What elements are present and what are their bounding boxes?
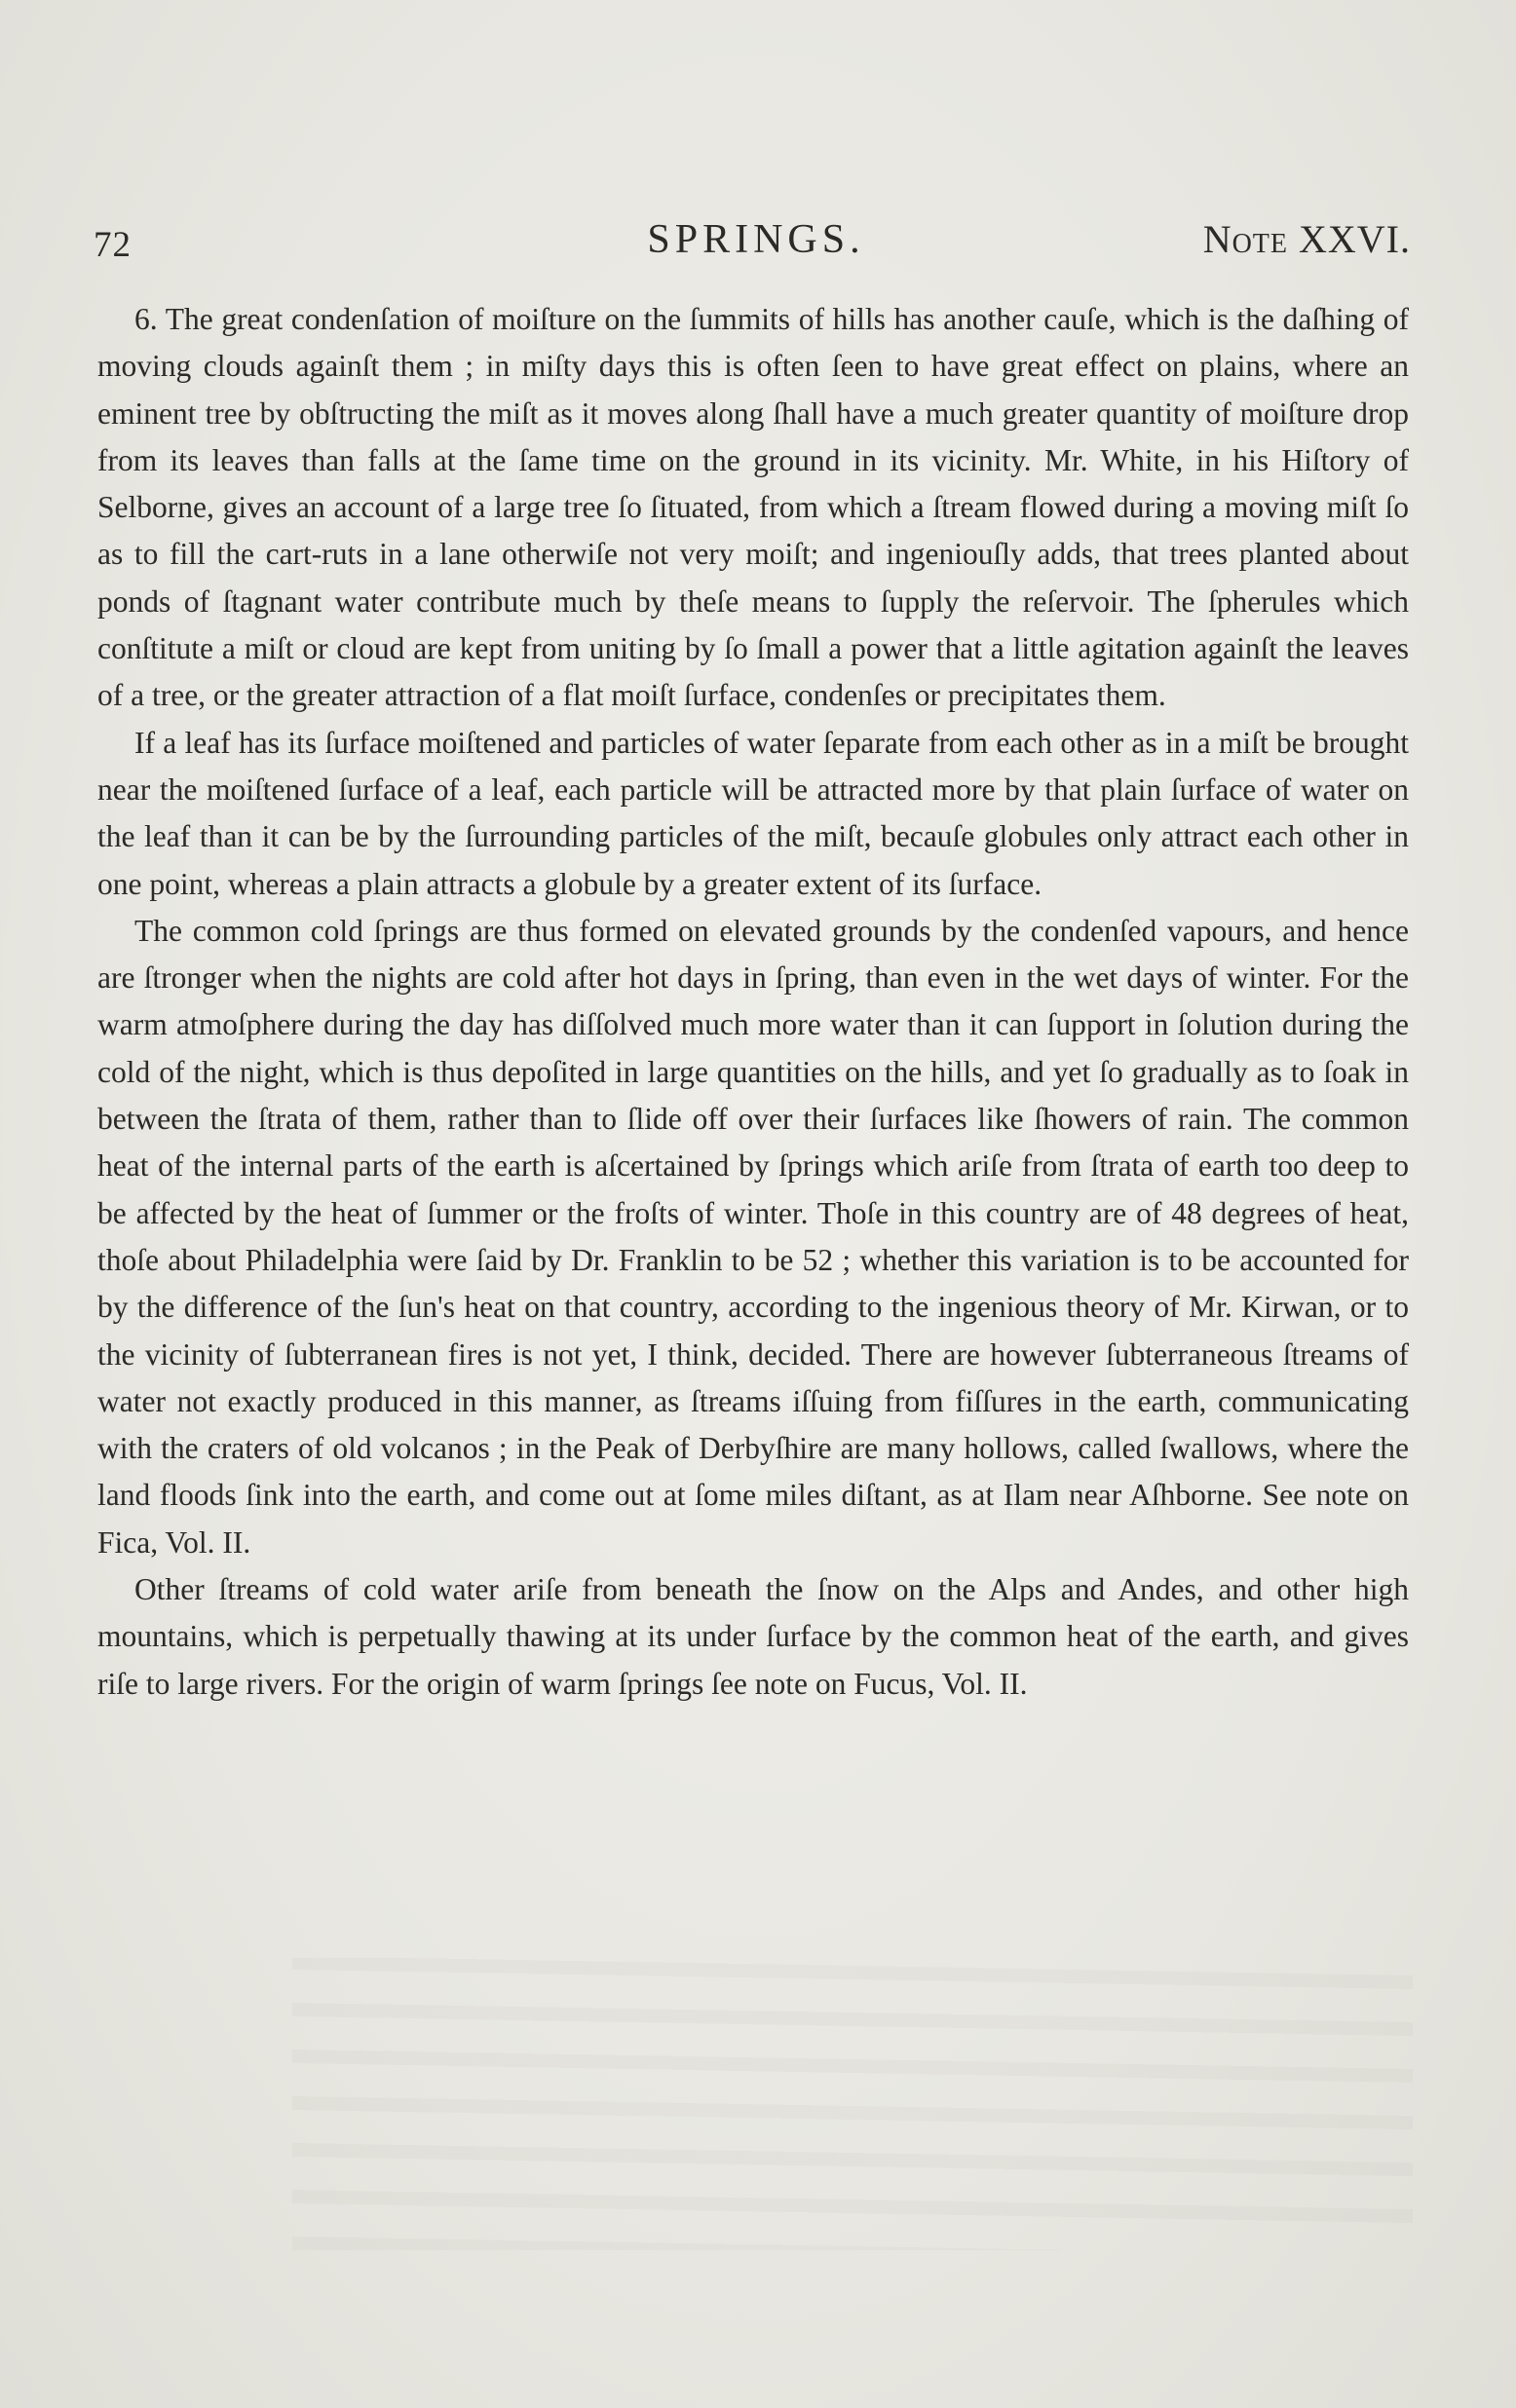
paragraph-leaf-attraction: If a leaf has its ſurface moiſtened and particles of water ſeparate from each other as in a miſt be brought near the moiſtened ſurface of a leaf, each particle will be attracted more by that plain ſurface of water on the leaf than it can be by the ſurrounding particles of the miſt, becauſe globules only attract each other in one point, whereas a plain attracts a globule by a greater extent of its ſurface. bbox=[97, 725, 1409, 901]
bleed-through-text bbox=[292, 1958, 1413, 2250]
body-text bbox=[97, 296, 1409, 1708]
paragraph-mountain-streams: Other ſtreams of cold water ariſe from beneath the ſnow on the Alps and Andes, and other high mountains, which is perpetually thawing at its under ſurface by the common heat of the earth, and gives riſe to large rivers. For the origin of warm ſprings ſee note on Fucus, Vol. II. bbox=[97, 1572, 1409, 1701]
page-header bbox=[94, 216, 1411, 275]
note-label: Note XXVI. bbox=[1202, 217, 1411, 261]
running-title: SPRINGS. bbox=[647, 217, 865, 262]
paragraph-cold-springs: The common cold ſprings are thus formed on elevated grounds by the condenſed vapours, and hence are ſtronger when the nights are cold after hot days in ſpring, than even in the wet days of winter. For the warm atmoſphere during the day has diſſolved much more water than it can ſupport in ſolution during the cold of the night, which is thus depoſited in large quantities on the hills, and yet ſo gradually as to ſoak in between the ſtrata of them, rather than to ſlide off over their ſurfaces like ſhowers of rain. The common heat of the internal parts of the earth is aſcertained by ſprings which ariſe from ſtrata of earth too deep to be affected by the heat of ſummer or the froſts of winter. Thoſe in this country are of 48 degrees of heat, thoſe about Philadelphia were ſaid by Dr. Franklin to be 52 ; whether this variation is to be accounted for by the difference of the ſun's heat on that country, according to the ingenious theory of Mr. Kirwan, or to the vicinity of ſubterranean fires is not yet, I think, decided. There are however ſubterraneous ſtreams of water not exactly produced in this manner, as ſtreams iſſuing from fiſſures in the earth, communicating with the craters of old volcanos ; in the Peak of Derbyſhire are many hollows, called ſwallows, where the land floods ſink into the earth, and come out at ſome miles diſtant, as at Ilam near Aſhborne. See note on Fica, Vol. II. bbox=[97, 913, 1409, 1560]
paragraph-condensation: 6. The great condenſation of moiſture on the ſummits of hills has another cauſe, which is the daſhing of moving clouds againſt them ; in miſty days this is often ſeen to have great effect on plains, where an eminent tree by obſtructing the miſt as it moves along ſhall have a much greater quantity of moiſture drop from its leaves than falls at the ſame time on the ground in its vicinity. Mr. White, in his Hiſtory of Selborne, gives an account of a large tree ſo ſituated, from which a ſtream flowed during a moving miſt ſo as to fill the cart-ruts in a lane otherwiſe not very moiſt; and ingeniouſly adds, that trees planted about ponds of ſtagnant water contribute much by theſe means to ſupply the reſervoir. The ſpherules which conſtitute a miſt or cloud are kept from uniting by ſo ſmall a power that a little agitation againſt the leaves of a tree, or the greater attraction of a flat moiſt ſurface, condenſes or precipitates them. bbox=[97, 302, 1409, 713]
page-number: 72 bbox=[94, 225, 132, 265]
